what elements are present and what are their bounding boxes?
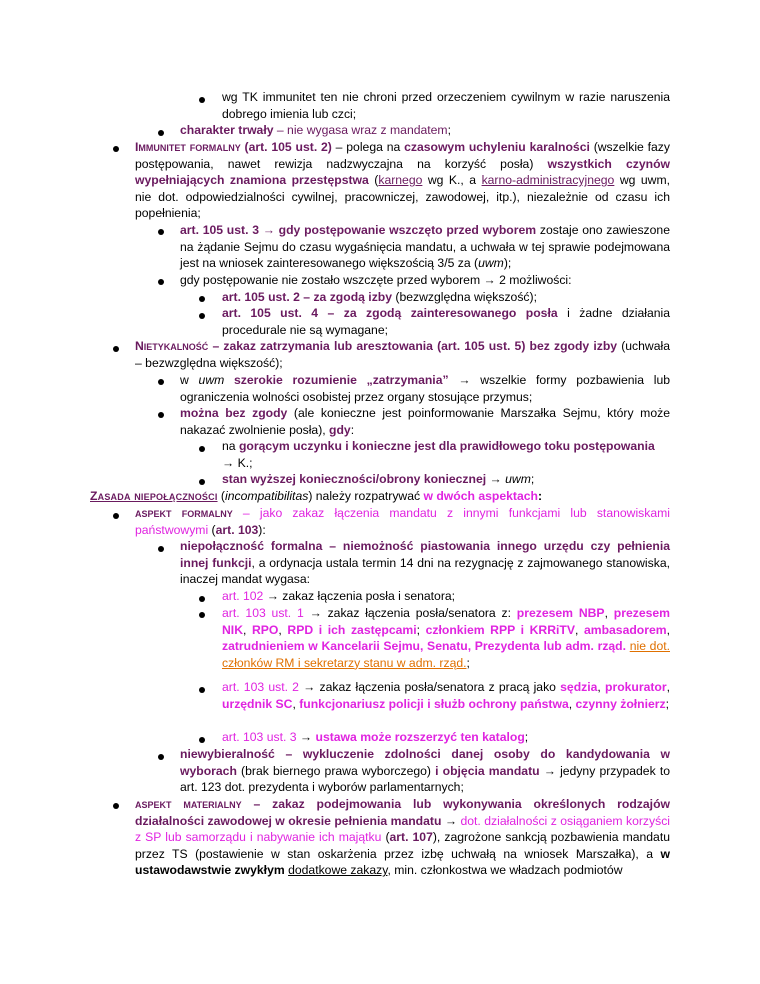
bullet-icon bbox=[158, 546, 164, 552]
bullet-icon bbox=[199, 313, 205, 319]
list-item: można bez zgody (ale konieczne jest poinformowanie Marszałka Sejmu, który może nakazać zwolnienie posła), gdy: bbox=[180, 406, 670, 437]
bullet-icon bbox=[199, 446, 205, 452]
list-item: art. 105 ust. 4 – za zgodą zainteresowanego posła i żadne działania procedurale nie są wymagane; bbox=[222, 306, 670, 337]
bullet-icon bbox=[158, 130, 164, 136]
bullet-icon bbox=[113, 346, 119, 352]
bullet-icon bbox=[199, 296, 205, 302]
bullet-icon bbox=[199, 737, 205, 743]
list-item: niewybieralność – wykluczenie zdolności danej osoby do kandydowania w wyborach (brak biernego prawa wyborczego) i objęcia mandatu → jedyny przypadek to art. 123 dot. prezydenta i wyborów parlamentarnych; bbox=[180, 747, 670, 795]
list-item: art. 105 ust. 3 → gdy postępowanie wszczęto przed wyborem zostaje ono zawieszone na żądanie Sejmu do czasu wygaśnięcia mandatu, a uchwała w tej sprawie podejmowana jest na wniosek zainteresowanego większością 3/5 za (uwm); bbox=[180, 223, 670, 271]
bullet-icon bbox=[199, 687, 205, 693]
section-heading: Zasada niepołączności (incompatibilitas) należy rozpatrywać w dwóch aspektach: bbox=[90, 489, 543, 503]
bullet-icon bbox=[158, 754, 164, 760]
bullet-icon bbox=[158, 412, 164, 418]
bullet-icon bbox=[158, 229, 164, 235]
bullet-icon bbox=[199, 479, 205, 485]
bullet-icon bbox=[113, 803, 119, 809]
list-item: gdy postępowanie nie zostało wszczęte przed wyborem → 2 możliwości: bbox=[180, 273, 572, 287]
list-item: niepołączność formalna – niemożność piastowania innego urzędu czy pełnienia innej funkcji, a ordynacja ustala termin 14 dni na rezygnację z zajmowanego stanowiska, inaczej mandat wygasa: bbox=[180, 539, 670, 587]
list-item: aspekt materialny – zakaz podejmowania lub wykonywania określonych rodzajów działalności zawodowej w okresie pełnienia mandatu → dot. działalności z osiąganiem korzyści z SP lub samorządu i nabywanie ich majątku (art. 107), zagrożone sankcją pozbawienia mandatu przez TS (postawienie w stan oskarżenia przez izbę uchwałą na wniosek Marszałka), a w ustawodawstwie zwykłym dodatkowe zakazy, min. członkostwa we władzach podmiotów bbox=[135, 797, 671, 878]
list-item: art. 103 ust. 3 → ustawa może rozszerzyć ten katalog; bbox=[222, 730, 529, 744]
link-karno-administracyjnego[interactable]: karno-administracyjnego bbox=[481, 173, 615, 188]
bullet-icon bbox=[158, 379, 164, 385]
bullet-icon bbox=[113, 513, 119, 519]
list-item: w uwm szerokie rozumienie „zatrzymania” → wszelkie formy pozbawienia lub ograniczenia wolności osobistej przez organy stosujące przymus; bbox=[180, 373, 671, 404]
list-item: art. 103 ust. 2 → zakaz łączenia posła/senatora z pracą jako sędzia, prokurator, urzędnik SC, funkcjonariusz policji i służb ochrony państwa, czynny żołnierz; bbox=[222, 680, 671, 711]
list-item: na gorącym uczynku i konieczne jest dla prawidłowego toku postępowania → K.; bbox=[222, 439, 655, 470]
link-karnego[interactable]: karnego bbox=[378, 173, 423, 188]
bullet-icon bbox=[113, 146, 119, 152]
list-item: Immunitet formalny (art. 105 ust. 2) – polega na czasowym uchyleniu karalności (wszelkie fazy postępowania, nawet rewizja nadzwyczajna na korzyść posła) wszystkich czynów wypełniających znamiona przestępstwa (karnego wg K., a karno-administracyjnego wg uwm, nie dot. odpowiedzialności cywilnej, pracowniczej, zawodowej, itp.), niezależnie od czasu ich popełnienia; bbox=[135, 140, 670, 221]
list-item: stan wyższej konieczności/obrony koniecznej → uwm; bbox=[222, 472, 535, 486]
list-item: charakter trwały – nie wygasa wraz z mandatem; bbox=[180, 123, 451, 137]
list-item: wg TK immunitet ten nie chroni przed orzeczeniem cywilnym w razie naruszenia dobrego imienia lub czci; bbox=[222, 90, 670, 121]
bullet-icon bbox=[199, 612, 205, 618]
bullet-icon bbox=[199, 596, 205, 602]
list-item: art. 105 ust. 2 – za zgodą izby (bezwzględna większość); bbox=[222, 290, 537, 304]
list-item: art. 103 ust. 1 → zakaz łączenia posła/senatora z: prezesem NBP, prezesem NIK, RPO, RPD i ich zastępcami; członkiem RPP i KRRiTV, ambasadorem, zatrudnieniem w Kancelarii Sejmu, Senatu, Prezydenta lub adm. rząd. nie dot. członków RM i sekretarzy stanu w adm. rząd.; bbox=[222, 606, 670, 670]
bullet-icon bbox=[199, 97, 205, 103]
list-item: art. 102 → zakaz łączenia posła i senatora; bbox=[222, 589, 456, 603]
list-item: Nietykalność – zakaz zatrzymania lub aresztowania (art. 105 ust. 5) bez zgody izby (uchwała – bezwzględna większość); bbox=[135, 339, 670, 370]
bullet-icon bbox=[158, 279, 164, 285]
list-item: aspekt formalny – jako zakaz łączenia mandatu z innymi funkcjami lub stanowiskami państwowymi (art. 103): bbox=[135, 506, 670, 537]
